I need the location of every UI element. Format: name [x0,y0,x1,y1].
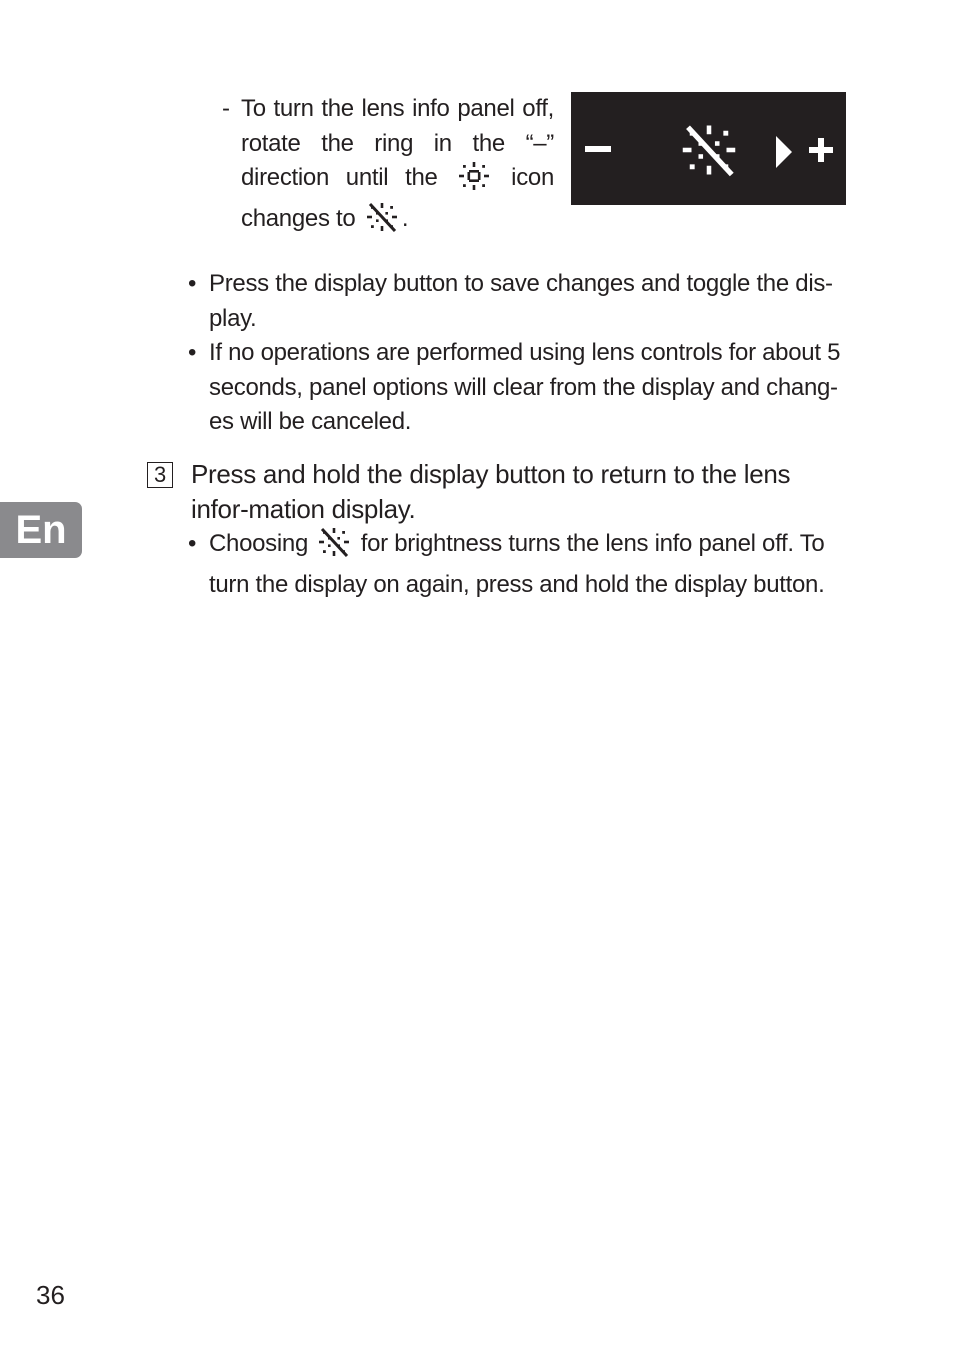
minus-icon [585,146,611,154]
language-tab: En [0,502,82,558]
lens-info-panel-illustration [571,92,846,205]
brightness-off-icon [681,122,737,178]
substep-text-middle: icon changes to [241,164,554,232]
bullet-text-start: Choosing [209,530,309,557]
step-number-box: 3 [147,462,173,488]
brightness-icon [458,161,490,202]
substep-text-end: . [401,204,409,232]
plus-icon [809,138,833,162]
brightness-off-icon [318,527,350,568]
play-arrow-icon [774,136,794,168]
step-3-notes [188,527,845,602]
list-item [188,527,845,602]
bullet-marker: • [188,339,197,367]
substep-text-start: To turn the lens info panel off, rotate the ring in the “–” direction until the [241,95,554,192]
bullet-marker: • [188,270,197,297]
bullet-text: If no operations are performed using lens controls for about 5 seconds, panel options will clear from the display and chang-es will be canceled. [209,339,841,436]
notes-list [188,267,845,440]
brightness-off-icon [366,202,398,243]
page-number: 36 [36,1280,65,1310]
list-item [188,336,845,440]
step-text: Press and hold the display button to return to the lens infor-mation display. [191,459,791,524]
bullet-text-end: for brightness turns the lens info panel off. To turn the display on again, press and hold the display button. [209,530,825,598]
bullet-text: Press the display button to save changes and toggle the dis-play. [209,270,833,332]
substep-text [241,92,554,242]
substep-turn-off-panel [222,92,554,242]
dash-marker: - [222,95,230,122]
list-item [188,267,845,336]
bullet-marker: • [188,530,197,557]
step-3 [147,457,845,527]
